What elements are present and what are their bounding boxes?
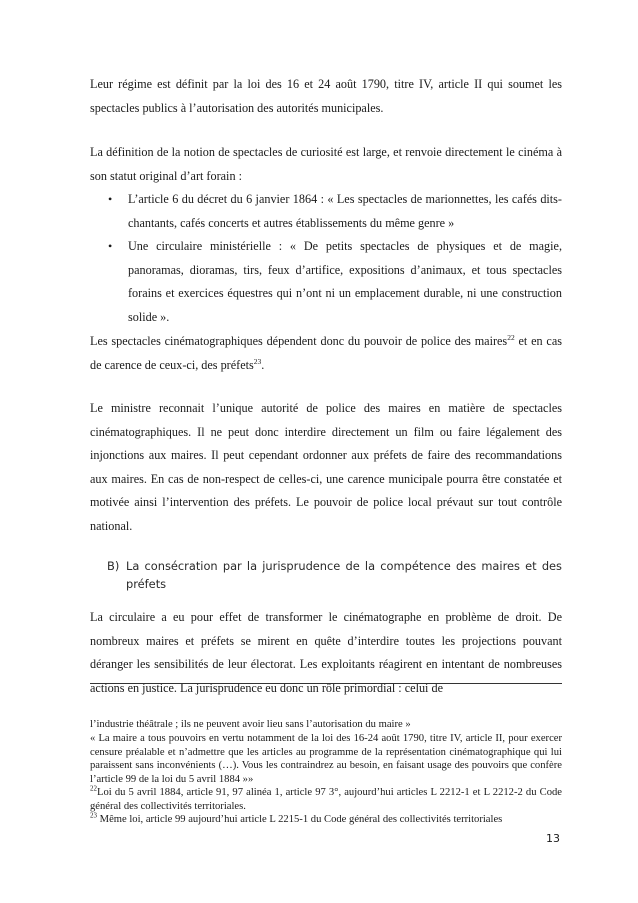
paragraph-text: . [261, 357, 265, 372]
footnote-continuation-b: « La maire a tous pouvoirs en vertu notamment de la loi des 16-24 août 1790, titre IV, article II, pour exercer censure préalable et n’admettre que les articles au programme de la représentation cinématographique qui lui paraissent sans inconvénients (…). Vous les contraindrez au besoin, en faisant usage des pouvoirs que confère l’article 99 de la loi du 5 avril 1884 »» [90, 733, 562, 785]
section-heading [107, 557, 562, 593]
bullet-marker: • [108, 239, 113, 253]
section-heading-text: La consécration par la jurisprudence de la compétence des maires et des préfets [126, 559, 562, 591]
footnote-number: 23 [90, 811, 97, 820]
paragraph-circulaire: La circulaire a eu pour effet de transformer le cinématographe en problème de droit. De nombreux maires et préfets se mirent en quête d’interdire toutes les projections pouvant déranger les sensibilités de leur électorat. Les exploitants réagirent en intentant de nombreuses actions en justice. La jurisprudence eu donc un rôle primordial : celui de [90, 610, 562, 695]
section-heading-label: B) [107, 559, 120, 573]
page-number: 13 [546, 832, 560, 845]
footnote-continuation-a: l’industrie théâtrale ; ils ne peuvent avoir lieu sans l’autorisation du maire » [90, 719, 411, 730]
footnote-ref-23: 23 [253, 356, 262, 366]
bullet-item-decret: L’article 6 du décret du 6 janvier 1864 : « Les spectacles de marionnettes, les cafés dits-chantants, cafés concerts et autres établissements du même genre » [128, 192, 562, 230]
footnote-number: 22 [90, 784, 97, 793]
footnote-separator [90, 683, 562, 684]
footnote-text: Même loi, article 99 aujourd’hui article L 2215-1 du Code général des collectivités territoriales [97, 814, 503, 825]
paragraph-police-maires [90, 330, 562, 377]
bullet-item-circulaire: Une circulaire ministérielle : « De petits spectacles de physiques et de magie, panoramas, dioramas, tirs, feux d’artifice, expositions d’animaux, et tous spectacles forains et exercices équestres qui n’ont ni un emplacement durable, ni une construction solide ». [128, 239, 562, 324]
paragraph-definition: La définition de la notion de spectacles de curiosité est large, et renvoie directement le cinéma à son statut original d’art forain : [90, 145, 562, 183]
bullet-marker: • [108, 192, 113, 206]
paragraph-regime: Leur régime est définit par la loi des 16 et 24 août 1790, titre IV, article II qui soumet les spectacles publics à l’autorisation des autorités municipales. [90, 77, 562, 115]
paragraph-ministre: Le ministre reconnait l’unique autorité de police des maires en matière de spectacles cinématographiques. Il ne peut donc interdire directement un film ou faire légalement des injonctions aux maires. Il peut cependant ordonner aux préfets de faire des recommandations aux maires. En cas de non-respect de celles-ci, une carence municipale pourra être constatée et motivée ainsi l’intervention des préfets. Le pouvoir de police local prévaut sur tout contrôle national. [90, 401, 562, 533]
footnote-22 [90, 786, 562, 813]
footnote-23 [90, 813, 562, 827]
paragraph-text: et en cas de carence de ceux-ci, des préfets [90, 334, 562, 372]
footnote-text: Loi du 5 avril 1884, article 91, 97 alinéa 1, article 97 3°, aujourd’hui articles L 2212-1 et L 2212-2 du Code général des collectivités territoriales. [90, 787, 562, 812]
paragraph-text: Les spectacles cinématographiques dépendent donc du pouvoir de police des maires [90, 334, 508, 348]
footnote-ref-22: 22 [507, 332, 515, 342]
